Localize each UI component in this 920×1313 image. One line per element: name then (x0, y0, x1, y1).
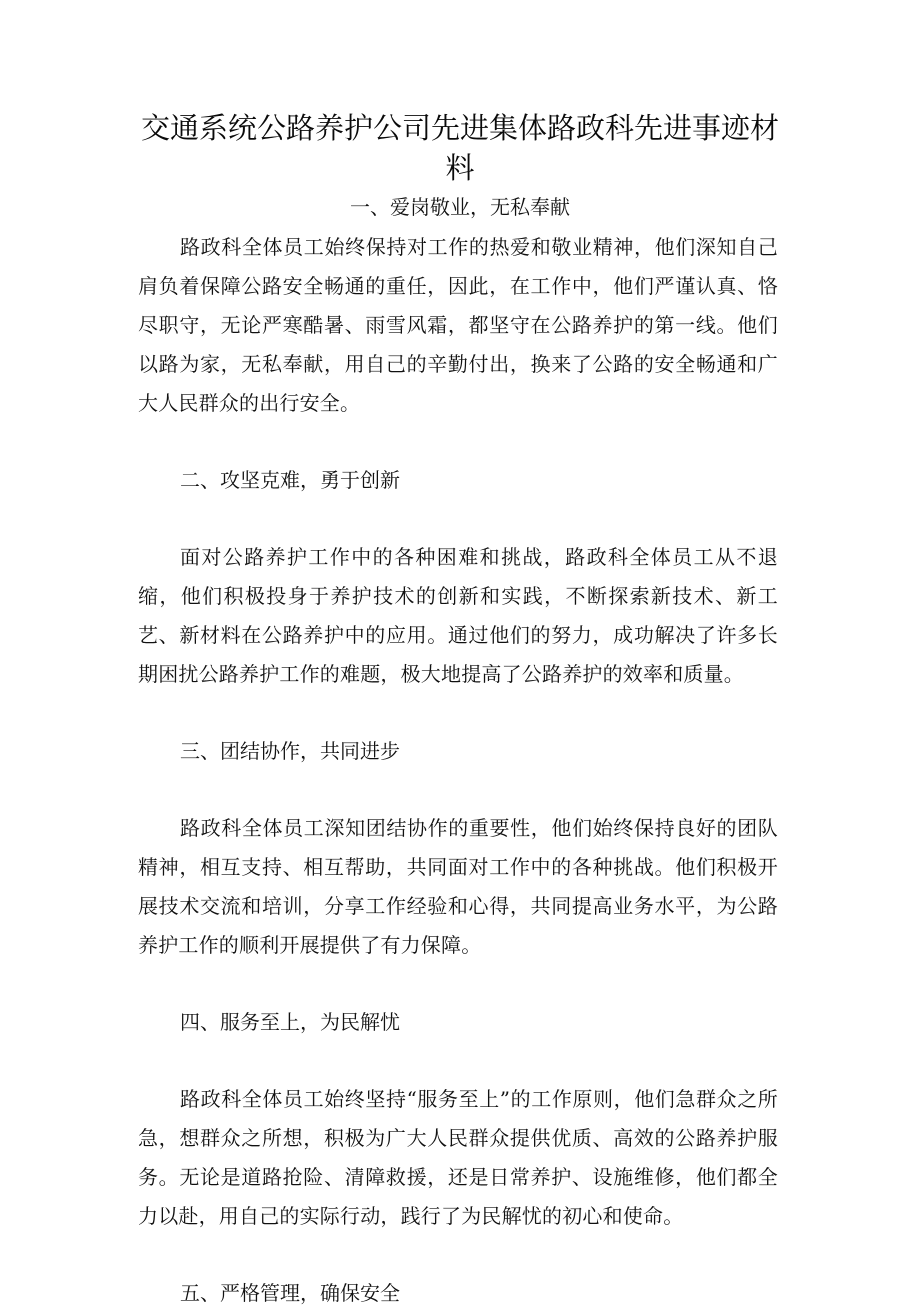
section-heading-4: 四、服务至上，为民解忧 (180, 1010, 400, 1034)
document-title: 交通系统公路养护公司先进集体路政科先进事迹材料 (140, 111, 779, 185)
section-heading-1: 一、爱岗敬业，无私奉献 (350, 195, 570, 219)
document-body (138, 228, 778, 1313)
paragraph-4: 路政科全体员工始终坚持“服务至上”的工作原则，他们急群众之所急，想群众之所想，积极为广大人民群众提供优质、高效的公路养护服务。无论是道路抢险、清障救援，还是日常养护、设施维修，他们都全力以赴，用自己的实际行动，践行了为民解忧的初心和使命。 (138, 1087, 778, 1228)
paragraph-2: 面对公路养护工作中的各种困难和挑战，路政科全体员工从不退缩，他们积极投身于养护技术的创新和实践，不断探索新技术、新工艺、新材料在公路养护中的应用。通过他们的努力，成功解决了许多长期困扰公路养护工作的难题，极大地提高了公路养护的效率和质量。 (138, 545, 778, 686)
paragraph-3: 路政科全体员工深知团结协作的重要性，他们始终保持良好的团队精神，相互支持、相互帮助，共同面对工作中的各种挑战。他们积极开展技术交流和培训，分享工作经验和心得，共同提高业务水平，为公路养护工作的顺利开展提供了有力保障。 (138, 816, 778, 957)
section-heading-2: 二、攻坚克难，勇于创新 (180, 468, 400, 492)
section-heading-3: 三、团结协作，共同进步 (180, 739, 400, 763)
section-heading-5: 五、严格管理，确保安全 (180, 1281, 400, 1305)
paragraph-1: 路政科全体员工始终保持对工作的热爱和敬业精神，他们深知自己肩负着保障公路安全畅通的重任，因此，在工作中，他们严谨认真、恪尽职守，无论严寒酷暑、雨雪风霜，都坚守在公路养护的第一线。他们以路为家，无私奉献，用自己的辛勤付出，换来了公路的安全畅通和广大人民群众的出行安全。 (138, 235, 778, 415)
